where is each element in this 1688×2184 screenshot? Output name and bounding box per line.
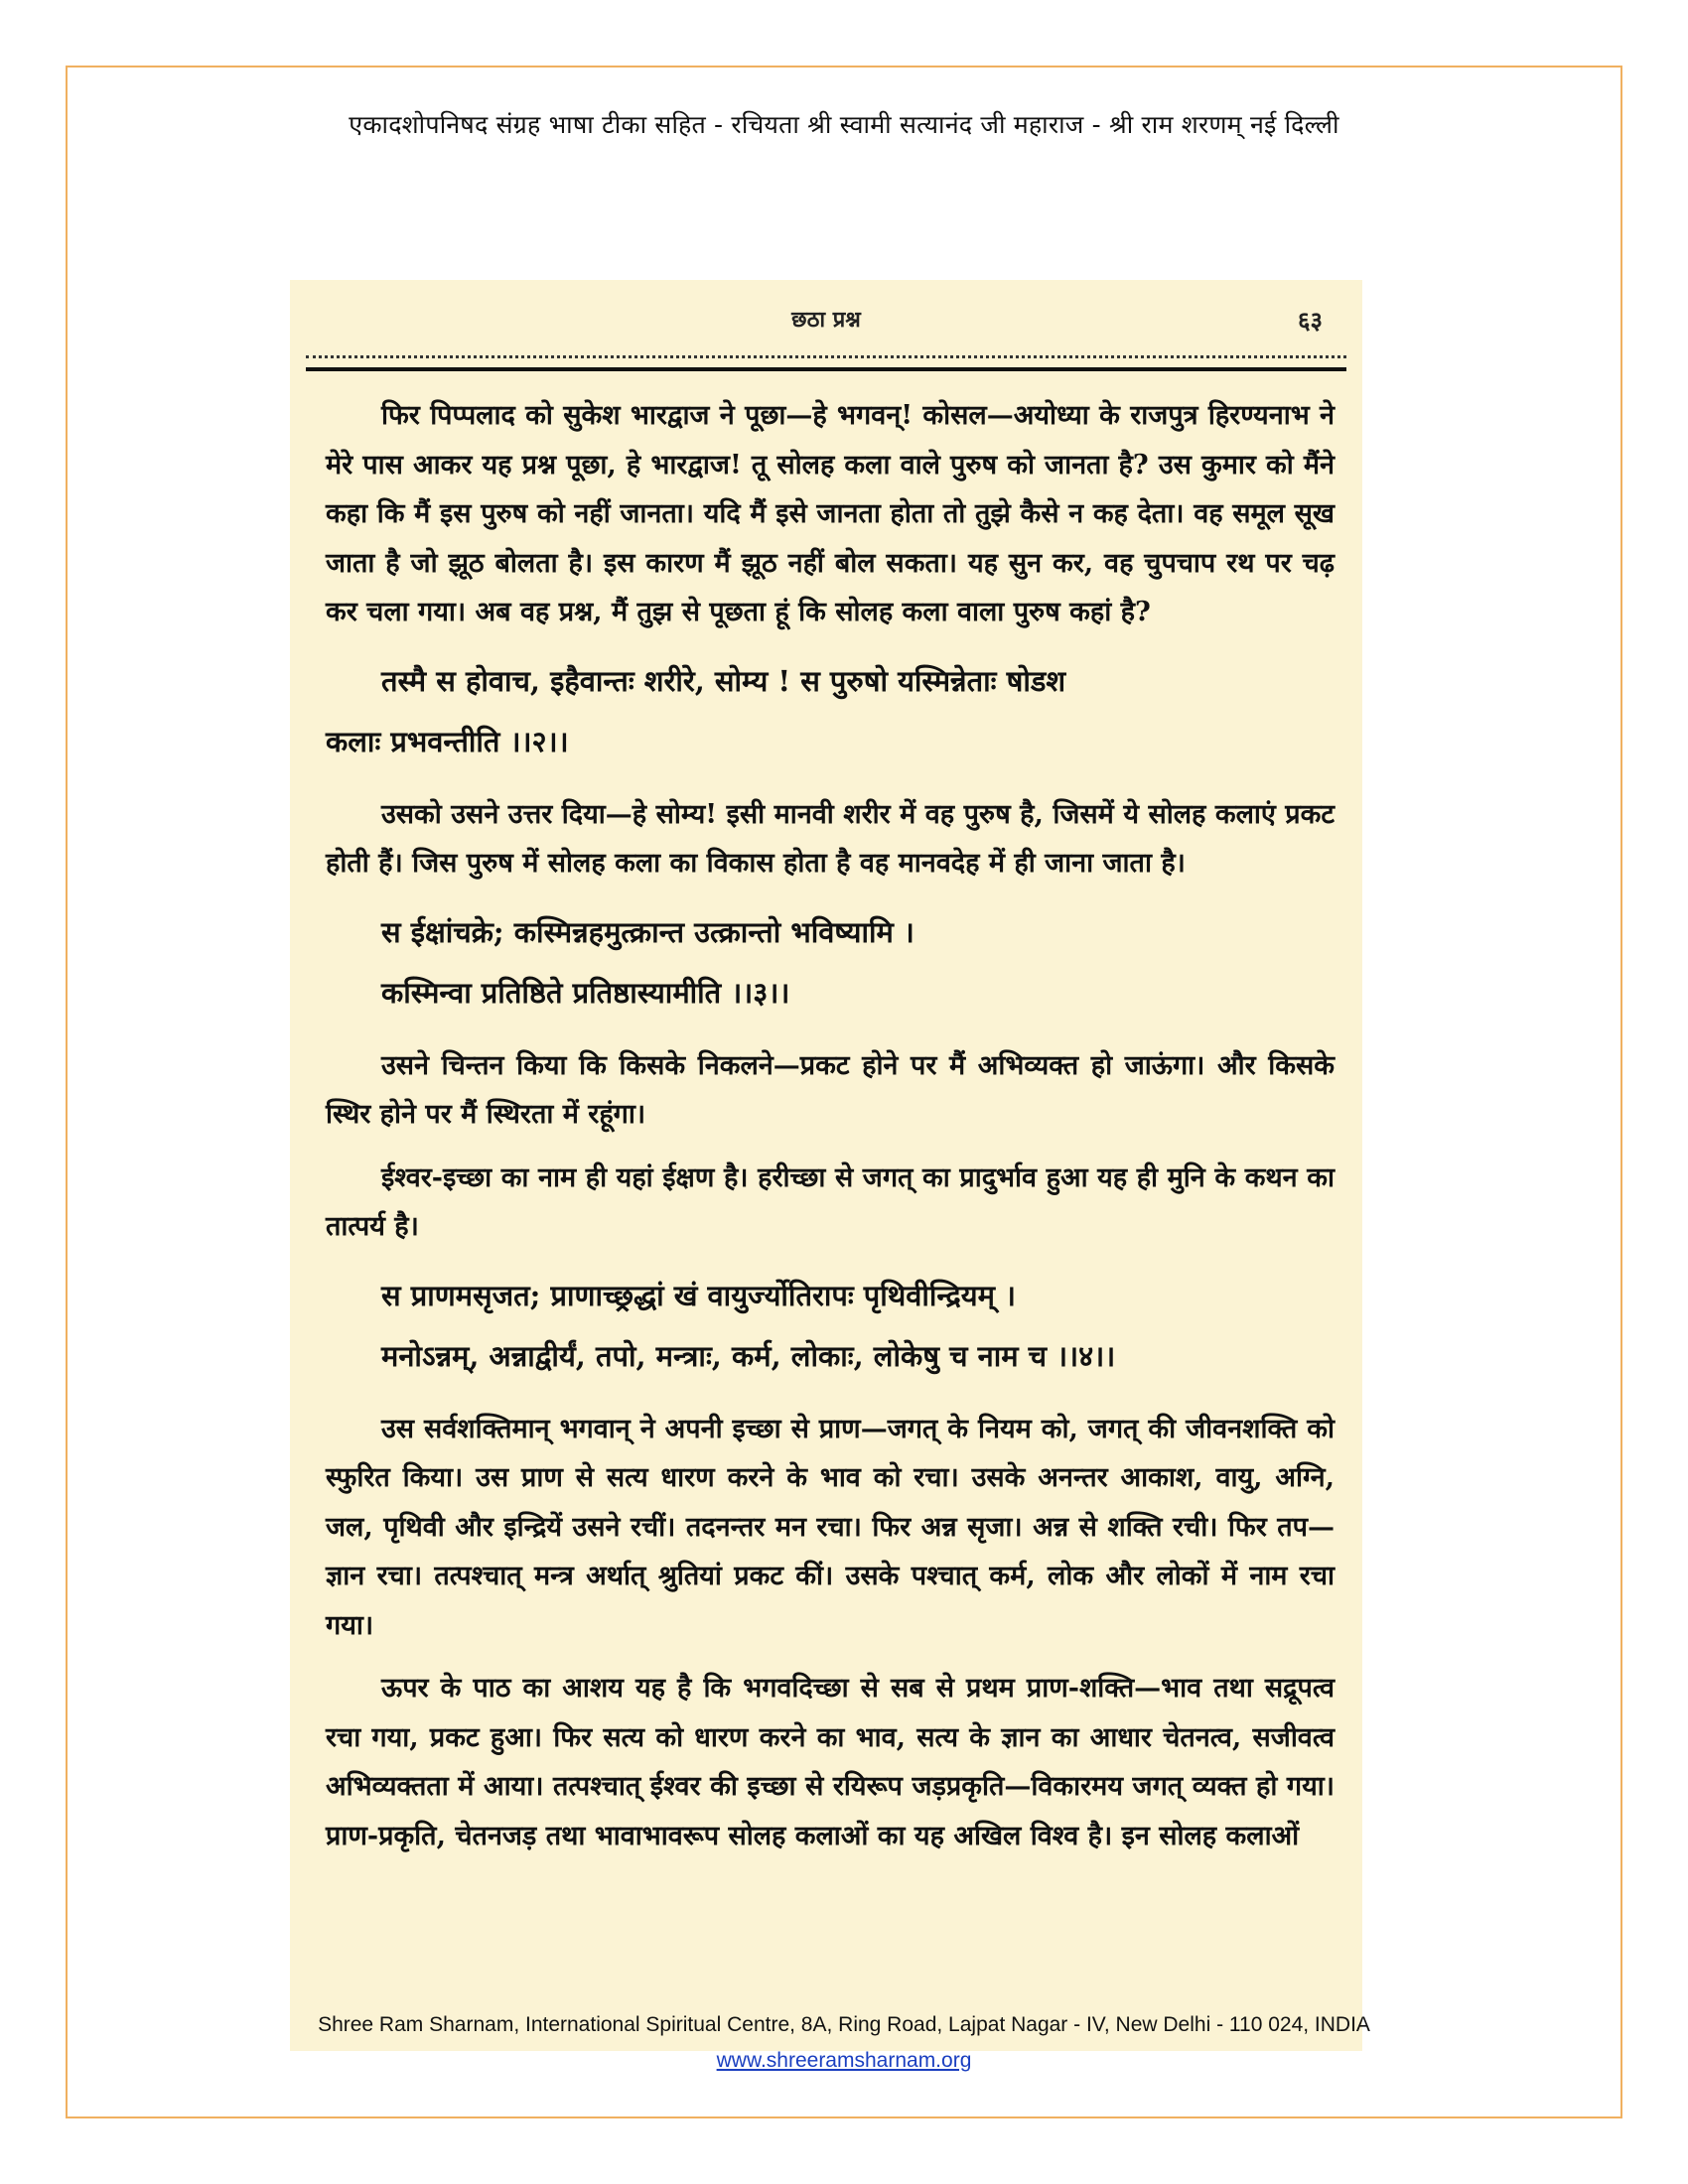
verse-2: [326, 651, 1335, 772]
solid-rule: [306, 367, 1346, 371]
dotted-rule: [306, 355, 1346, 358]
commentary-paragraph: उसको उसने उत्तर दिया—हे सोम्य! इसी मानवी शरीर में वह पुरुष है, जिसमें ये सोलह कलाएं प्रकट होती हैं। जिस पुरुष में सोलह कला का विकास होता है वह मानवदेह में ही जाना जाता है।: [326, 798, 1335, 879]
verse-line: तस्मै स होवाच, इहैवान्तः शरीरे, सोम्य ! स पुरुषो यस्मिन्नेताः षोडश: [381, 663, 1066, 698]
footer-address: Shree Ram Sharnam, International Spiritual Centre, 8A, Ring Road, Lajpat Nagar - IV, New Delhi - 110 024, INDIA: [318, 2013, 1370, 2036]
footer-website: [66, 2049, 1622, 2073]
book-page-header: [290, 304, 1362, 340]
commentary-paragraph: ऊपर के पाठ का आशय यह है कि भगवदिच्छा से सब से प्रथम प्राण-शक्ति—भाव तथा सद्रूपत्व रचा गया, प्रकट हुआ। फिर सत्य को धारण करने का भाव, सत्य के ज्ञान का आधार चेतनत्व, सजीवत्व अभिव्यक्तता में आया। तत्पश्चात् ईश्वर की इच्छा से रयिरूप जड़प्रकृति—विकारमय जगत् व्यक्त हो गया। प्राण-प्रकृति, चेतनजड़ तथा भावाभावरूप सोलह कलाओं का यह अखिल विश्व है। इन सोलह कलाओं: [326, 1673, 1335, 1851]
page-number: ६३: [1298, 306, 1323, 335]
commentary-paragraph: उस सर्वशक्तिमान् भगवान् ने अपनी इच्छा से प्राण—जगत् के नियम को, जगत् की जीवनशक्ति को स्फुरित किया। उस प्राण से सत्य धारण करने के भाव को रचा। उसके अनन्तर आकाश, वायु, अग्नि, जल, पृथिवी और इन्द्रियें उसने रचीं। तदनन्तर मन रचा। फिर अन्न सृजा। अन्न से शक्ति रची। फिर तप—ज्ञान रचा। तत्पश्चात् मन्त्र अर्थात् श्रुतियां प्रकट कीं। उसके पश्चात् कर्म, लोक और लोकों में नाम रचा गया।: [326, 1413, 1335, 1641]
verse-line: मनोऽन्नम्, अन्नाद्वीर्यं, तपो, मन्त्राः, कर्म, लोकाः, लोकेषु च नाम च ।।४।।: [381, 1338, 1116, 1373]
commentary-paragraph: ईश्वर-इच्छा का नाम ही यहां ईक्षण है। हरीच्छा से जगत् का प्रादुर्भाव हुआ यह ही मुनि के कथन का तात्पर्य है।: [326, 1161, 1335, 1242]
verse-line: स ईक्षांचक्रे; कस्मिन्नहमुत्क्रान्त उत्क्रान्तो भविष्यामि ।: [381, 914, 914, 949]
verse-line: कलाः प्रभवन्तीति ।।२।।: [326, 724, 569, 758]
verse-3: [326, 902, 1335, 1024]
verse-line: कस्मिन्वा प्रतिष्ठिते प्रतिष्ठास्यामीति ।।३।।: [381, 975, 790, 1010]
running-header: एकादशोपनिषद संग्रह भाषा टीका सहित - रचियता श्री स्वामी सत्यानंद जी महाराज - श्री राम शरणम् नई दिल्ली: [349, 110, 1339, 139]
book-body: [326, 391, 1335, 1874]
verse-line: स प्राणमसृजत; प्राणाच्छ्रद्धां खं वायुर्ज्योतिरापः पृथिवीन्द्रियम् ।: [381, 1278, 1017, 1312]
scanned-book-page: [290, 280, 1362, 2051]
intro-paragraph: फिर पिप्पलाद को सुकेश भारद्वाज ने पूछा—हे भगवन्! कोसल—अयोध्या के राजपुत्र हिरण्यनाभ ने मेरे पास आकर यह प्रश्न पूछा, हे भारद्वाज! तू सोलह कला वाले पुरुष को जानता है? उस कुमार को मैंने कहा कि मैं इस पुरुष को नहीं जानता। यदि मैं इसे जानता होता तो तुझे कैसे न कह देता। वह समूल सूख जाता है जो झूठ बोलता है। इस कारण मैं झूठ नहीं बोल सकता। यह सुन कर, वह चुपचाप रथ पर चढ़ कर चला गया। अब वह प्रश्न, मैं तुझ से पूछता हूं कि सोलह कला वाला पुरुष कहां है?: [326, 400, 1336, 627]
chapter-title: छठा प्रश्न: [791, 307, 861, 333]
verse-4: [326, 1266, 1335, 1387]
website-link[interactable]: www.shreeramsharnam.org: [716, 2049, 972, 2072]
commentary-paragraph: उसने चिन्तन किया कि किसके निकलने—प्रकट होने पर मैं अभिव्यक्त हो जाऊंगा। और किसके स्थिर होने पर मैं स्थिरता में रहूंगा।: [326, 1049, 1335, 1130]
